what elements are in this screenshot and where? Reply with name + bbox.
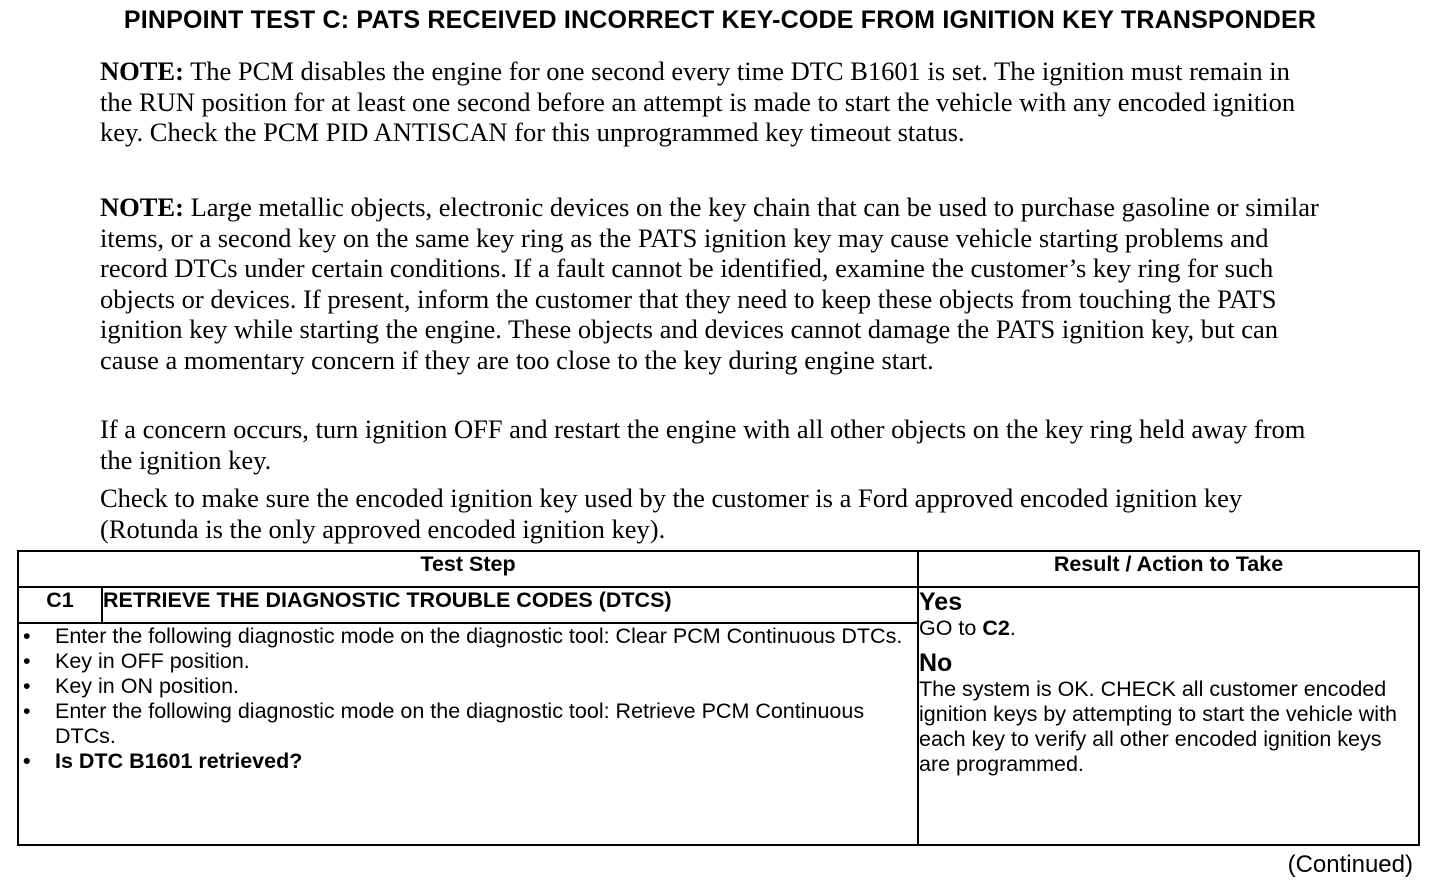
step-title: RETRIEVE THE DIAGNOSTIC TROUBLE CODES (DTCS) — [102, 587, 918, 623]
note-label: NOTE: — [100, 192, 184, 222]
bullet-icon: • — [23, 699, 31, 723]
yes-label: Yes — [919, 588, 963, 616]
note-paragraph — [100, 192, 1325, 375]
bullet-icon: • — [23, 624, 31, 648]
list-item: • Key in ON position. — [23, 674, 240, 698]
bullet-icon: • — [23, 649, 31, 673]
goto-step-link: C2 — [982, 616, 1010, 640]
note-text: Large metallic objects, electronic devices on the key chain that can be used to purchase gasoline or similar items, or a second key on the same key ring as the PATS ignition key may cause vehicle starting problems and record DTCs under certain conditions. If a fault cannot be identified, examine the customer’s key ring for such objects or devices. If present, inform the customer that they need to keep these objects from touching the PATS ignition key while starting the engine. These objects and devices cannot damage the PATS ignition key, but can cause a momentary concern if they are too close to the key during engine start. — [100, 192, 1319, 375]
bullet-icon: • — [23, 749, 31, 773]
test-step-table — [17, 550, 1420, 846]
note-label: NOTE: — [100, 56, 184, 86]
page-title: PINPOINT TEST C: PATS RECEIVED INCORRECT KEY-CODE FROM IGNITION KEY TRANSPONDER — [123, 6, 1317, 34]
result-cell — [918, 587, 1419, 845]
result-header: Result / Action to Take — [918, 551, 1419, 587]
bullet-icon: • — [23, 674, 31, 698]
note-text: The PCM disables the engine for one second every time DTC B1601 is set. The ignition must remain in the RUN position for at least one second before an attempt is made to start the vehicle with any encoded ignition key. Check the PCM PID ANTISCAN for this unprogrammed key timeout status. — [100, 56, 1296, 147]
step-bullet-list — [19, 624, 917, 774]
step-body — [18, 623, 918, 845]
instruction-paragraph: If a concern occurs, turn ignition OFF and restart the engine with all other objects on the key ring held away from the ignition key. — [100, 414, 1306, 475]
no-action: The system is OK. CHECK all customer encoded ignition keys by attempting to start the vehicle with each key to verify all other encoded ignition keys are programmed. — [919, 677, 1398, 776]
note-paragraph — [100, 56, 1325, 148]
step-id: C1 — [18, 587, 102, 623]
instruction-paragraph: Check to make sure the encoded ignition key used by the customer is a Ford approved encoded ignition key (Rotunda is the only approved encoded ignition key). — [100, 483, 1243, 544]
list-item: • Key in OFF position. — [23, 649, 250, 673]
list-item: • Enter the following diagnostic mode on the diagnostic tool: Clear PCM Continuous DTCs. — [23, 624, 903, 648]
list-item: • Is DTC B1601 retrieved? — [23, 749, 303, 773]
no-label: No — [919, 649, 953, 677]
yes-action: GO to C2. — [919, 616, 1016, 640]
continued-label: (Continued) — [1287, 851, 1413, 878]
test-step-header: Test Step — [18, 551, 918, 587]
list-item: • Enter the following diagnostic mode on the diagnostic tool: Retrieve PCM Continuous DTCs. — [23, 699, 865, 748]
